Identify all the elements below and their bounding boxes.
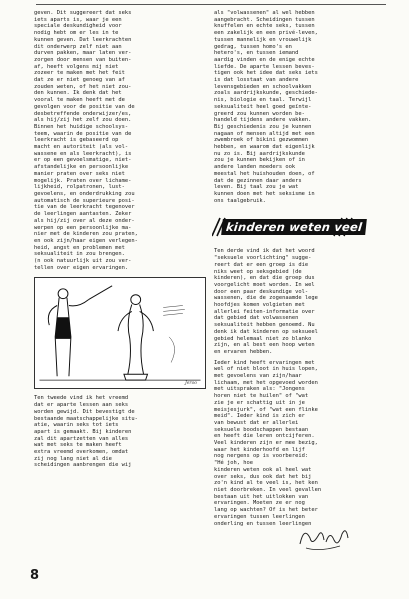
right-column <box>214 10 386 527</box>
right-paragraph-1: als "volwassenen" al wel hebben aangebracht. Scheidingen tussen knuffelen en echte seks, tussen een zakelijk en een privé-leven, tussen mannelijk en vrouwelijk gedrag, tussen homo's en hetero's, en tussen iemand aardig vinden en de enige echte liefde. De aparte lessen beves- tigen ook het idee dat seks iets is dat losstaat van andere levensgebieden en schoolvakken zoals aardrijkskunde, geschiede- nis, biologie en taal. Terwijl seksualiteit heel goed geïnte- greerd zou kunnen worden be- handeld tijdens andere vakken. Bij geschiedenis zou je kunnen nagaan of mensen altijd met een zwembroek of bikini gezwommen hebben, en waarom dat eigenlijk nu zo is. Bij aardrijkskunde zou je kunnen bekijken of in andere landen moeders ook meestal het huishouden doen, of dat de gezinnen daar anders leven. Bij taal zou je wat kunnen doen met het seksisme in ons taalgebruik. <box>214 10 318 204</box>
top-rule <box>36 4 386 5</box>
right-paragraph-3: Ieder kind heeft ervaringen met wel of niet bloot in huis lopen, met gevoelens van zijn/haar lichaam, met het opgevoed worden met uitspraken als: "Jongens horen niet te huilen" of "wat zie je er schattig uit in je meisjesjurk", of "wat een flinke meid". Ieder kind is zich er van bewust dat er allerlei seksuele boodschappen bestaan en heeft die leren ontcijferen. Veel kinderen zijn er mee bezig, waar het kinderhoofd en lijf nog nergens op is voorbereid: "Hé joh, hoe kinderen weten ook al heel wat over seks, dus ook dat het bij zo'n kind al te veel is, het ken niet doorbreken. In veel gevallen bestaan uit het uitlokken van ervaringen. Moeten ze er nog lang op wachten? Of is het beter ervaringen tussen leerlingen onderling en tussen leerlingen <box>214 359 322 527</box>
left-paragraph-2: Ten tweede vind ik het vreemd dat er aparte lessen aan seks worden gewijd. Dit bevestigt de bestaande maatschappelijke situ- atie, waarin seks tot iets apart is gemaakt. Bij kinderen zal dit apartzetten van alles wat met seks te maken heeft extra vreemd overkomen, omdat zij nog lang niet al die scheidingen aanbrengen die wij <box>34 395 138 469</box>
left-column <box>34 10 206 469</box>
section-heading-block <box>212 216 386 240</box>
handwritten-signature <box>296 518 352 554</box>
right-paragraph-2: Ten derde vind ik dat het woord "seksuele voorlichting" sugge- reert dat er een groep is die niks weet op seksgebied (de kinderen), en dat die groep dus voorgelicht moet worden. In wel door een paar deskundige vol- wassenen, die de zogenaamde lege hoofdjes komen volgieten met allerlei feiten-informatie over dat gebied dat volwassenen seksualiteit hebben genoemd. Nu denk ik dat kinderen op seksueel gebied helemaal niet zo blanko zijn, en al best een hoop weten en ervaren hebben. <box>214 248 318 355</box>
cartoon-drawing <box>35 278 205 388</box>
section-heading: kinderen weten veel <box>221 219 367 235</box>
cartoon-illustration <box>34 277 206 389</box>
page-number: 8 <box>30 568 40 583</box>
cartoon-signature: Jeroo <box>184 381 197 387</box>
left-paragraph-1: geven. Dit suggereert dat seks iets aparts is, waar je een speciale deskundigheid voor nodig hebt om er les in te kunnen geven. Dat leerkrachten dit onderwerp zelf niet aan durven pakken, maar laten ver- zorgen door mensen van buiten- af, heeft volgens mij niet zozeer te maken met het feit dat ze er niet genoeg van af zouden weten, of het niet zou- den kunnen. Ik denk dat het vooral te maken heeft met de gevolgen voor de positie van de desbetreffende onderwijzer/es, als hij/zij het zelf zou doen. Binnen het huidige schoolsys- teem, waarin de positie van de leerkracht is gebaseerd op macht en autoriteit (als vol- wassene en als leerkracht), is er op een gevoelsmatige, niet- afstandelijke en persoonlijke manier praten over seks niet mogelijk. Praten over lichame- lijkheid, rolpatronen, lust- gevoelens, en onderdrukking zou automatisch de superieure posi- tie van de leerkracht tegenover de leerlingen aantasten. Zeker als hij/zij over al deze onder- werpen op een persoonlijke ma- nier met de kinderen zou praten, en ook zijn/haar eigen verlegen- heid, angst en problemen met seksualiteit in zou brengen. (n ook natuurlijk uit zou ver- tellen over eigen ervaringen. <box>34 10 138 271</box>
